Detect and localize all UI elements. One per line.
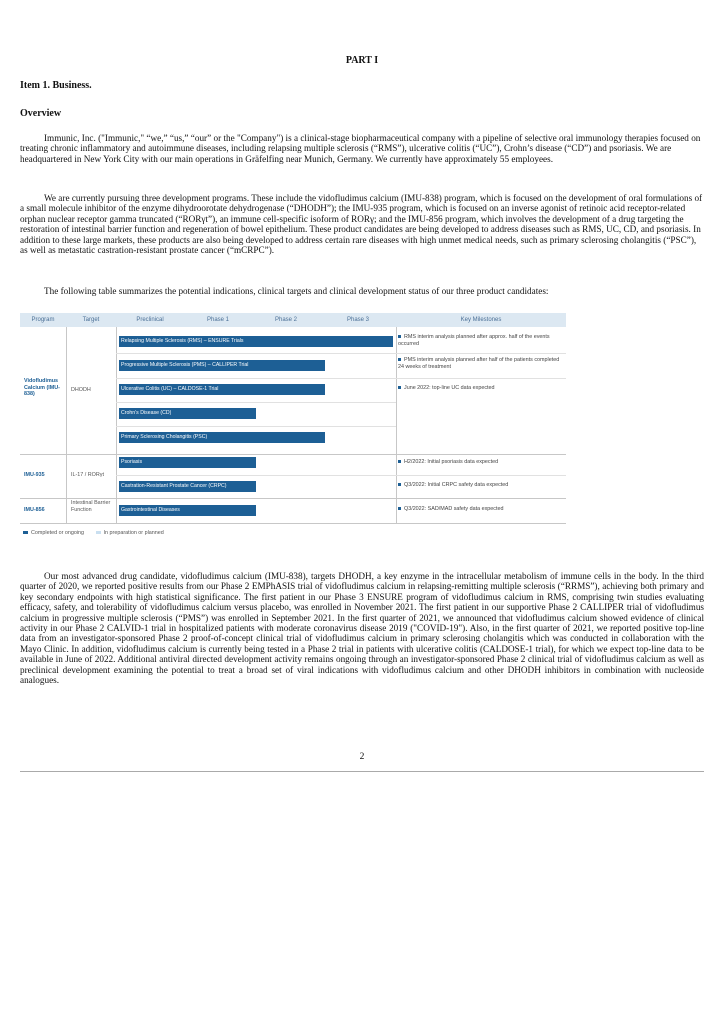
legend-planned-swatch	[96, 531, 101, 534]
header-preclinical: Preclinical	[136, 317, 164, 323]
overview-paragraph-1: Immunic, Inc. ("Immunic," “we,” “us,” “our” or the "Company") is a clinical-stage biopharmaceutical company with a pipeline of selective oral immunology therapies focused on treating chronic inflammatory and autoimmune diseases, including relapsing multiple sclerosis (“RMS”), ulcerative colitis (“UC”), Crohn’s disease (“CD”) and psoriasis. We are headquartered in New York City with our main operations in Gräfelfing near Munich, Germany. We currently have approximately 55 employees.	[20, 133, 701, 164]
header-phase-3: Phase 3	[346, 317, 370, 323]
item-heading: Item 1. Business.	[20, 80, 92, 91]
bar-gi: Gastrointestinal Diseases	[119, 505, 256, 516]
header-target: Target	[82, 317, 100, 323]
sub-row-divider	[116, 475, 566, 476]
milestone-rms: RMS interim analysis planned after approx. half of the events occurred	[398, 334, 550, 347]
sub-row-divider	[116, 402, 396, 403]
row-divider	[20, 523, 566, 524]
sub-row-divider	[116, 378, 566, 379]
bar-crpc: Castration-Resistant Prostate Cancer (CRPC)	[119, 481, 256, 492]
bullet-icon	[398, 460, 401, 463]
bullet-icon	[398, 507, 401, 510]
col-divider	[396, 327, 397, 524]
body-paragraph-4: Our most advanced drug candidate, vidofludimus calcium (IMU-838), targets DHODH, a key enzyme in the intracellular metabolism of immune cells in the body. In the third quarter of 2020, we reported positive results from our Phase 2 EMPhASIS trial of vidofludimus calcium in relapsing-remitting multiple sclerosis (“RRMS”), achieving both primary and key secondary endpoints with high statistical significance. The first patient in our Phase 3 ENSURE program of vidofludimus calcium in RMS, comprising twin studies evaluating efficacy, safety, and tolerability of vidofludimus calcium versus placebo, was enrolled in November 2021. The first patient in our supportive Phase 2 CALLIPER trial of vidofludimus calcium in progressive multiple sclerosis (“PMS”) was enrolled in September 2021. In the first quarter of 2021, we announced that vidofludimus calcium showed evidence of clinical activity in our Phase 2 CALVID-1 trial in hospitalized patients with moderate coronavirus disease 2019 ("COVID-19"). Also, in the first quarter of 2021, we reported positive top-line data from an investigator-sponsored Phase 2 proof-of-concept clinical trial of vidofludimus calcium in primary sclerosing cholangitis which was conducted in collaboration with the Mayo Clinic. In addition, vidofludimus calcium is currently being tested in a Phase 2 trial in patients with ulcerative colitis (CALDOSE-1 trial), for which we expect top-line data to be available in June of 2022. Additional antiviral directed development activity remains ongoing through an investigator-sponsored Phase 2 clinical trial of vidofludimus calcium as well as preclinical development examining the potential to treat a broad set of viral indications with vidofludimus calcium and other DHODH inhibitors in combination with nucleoside analogues.	[20, 571, 704, 686]
bar-cd: Crohn’s Disease (CD)	[119, 408, 256, 419]
bullet-icon	[398, 483, 401, 486]
legend-completed-swatch	[23, 531, 28, 534]
header-phase-2: Phase 2	[274, 317, 298, 323]
milestone-uc: June 2022: top-line UC data expected	[398, 385, 564, 392]
bullet-icon	[398, 386, 401, 389]
bar-psoriasis: Psoriasis	[119, 457, 256, 468]
target-il17: IL-17 / RORγt	[71, 472, 104, 478]
header-phase-1: Phase 1	[206, 317, 230, 323]
milestone-pms: PMS interim analysis planned after half of the patients completed 24 weeks of treatment	[398, 357, 560, 370]
footer-rule	[20, 771, 704, 772]
program-imu-935: IMU-935	[24, 472, 45, 478]
col-divider	[66, 327, 67, 524]
section-heading: Overview	[20, 108, 62, 119]
bullet-icon	[398, 358, 401, 361]
page-number: 2	[359, 752, 365, 762]
part-heading: PART I	[345, 55, 379, 66]
bar-pms: Progressive Multiple Sclerosis (PMS) – CALLIPER Trial	[119, 360, 325, 371]
sub-row-divider	[116, 426, 396, 427]
milestone-imu856: Q3/2022: SAD/MAD safety data expected	[398, 506, 564, 513]
bar-rms: Relapsing Multiple Sclerosis (RMS) – ENSURE Trials	[119, 336, 393, 347]
row-divider	[20, 454, 566, 455]
program-imu-856: IMU-856	[24, 507, 45, 513]
overview-paragraph-2: We are currently pursuing three development programs. These include the vidofludimus calcium (IMU-838) program, which is focused on the development of oral formulations of a small molecule inhibitor of the enzyme dihydroorotate dehydrogenase (“DHODH”); the IMU-935 program, which is focused on an inverse agonist of retinoic acid receptor-related orphan nuclear receptor gamma truncated (“RORγt”), an immune cell-specific isoform of RORγ; and the IMU-856 program, which involves the development of a drug targeting the restoration of intestinal barrier function and regeneration of bowel epithelium. These product candidates are being developed to address diseases such as RMS, UC, CD, and psoriasis. In addition to these large markets, these products are also being developed to address certain rare diseases with high unmet medical needs, such as primary sclerosing cholangitis (“PSC”), as well as metastatic castration-resistant prostate cancer (“mCRPC”).	[20, 193, 703, 256]
milestone-psoriasis: H2/2022: Initial psoriasis data expected	[398, 459, 564, 466]
overview-paragraph-3: The following table summarizes the potential indications, clinical targets and clinical development status of our three product candidates:	[44, 286, 549, 296]
bullet-icon	[398, 335, 401, 338]
pipeline-legend: Completed or ongoing In preparation or planned	[23, 529, 164, 537]
target-dhodh: DHODH	[71, 387, 91, 393]
bar-psc: Primary Sclerosing Cholangitis (PSC)	[119, 432, 325, 443]
sub-row-divider	[116, 353, 566, 354]
program-vidofludimus: Vidofludimus Calcium (IMU-838)	[24, 378, 60, 398]
pipeline-table	[20, 313, 566, 538]
header-key-milestones: Key Milestones	[460, 317, 502, 323]
milestone-crpc: Q3/2022: Initial CRPC safety data expected	[398, 482, 564, 489]
bar-uc: Ulcerative Colitis (UC) – CALDOSE-1 Trial	[119, 384, 325, 395]
target-intestinal-barrier: Intestinal Barrier Function	[71, 500, 111, 513]
header-program: Program	[31, 317, 55, 323]
row-divider	[20, 498, 566, 499]
